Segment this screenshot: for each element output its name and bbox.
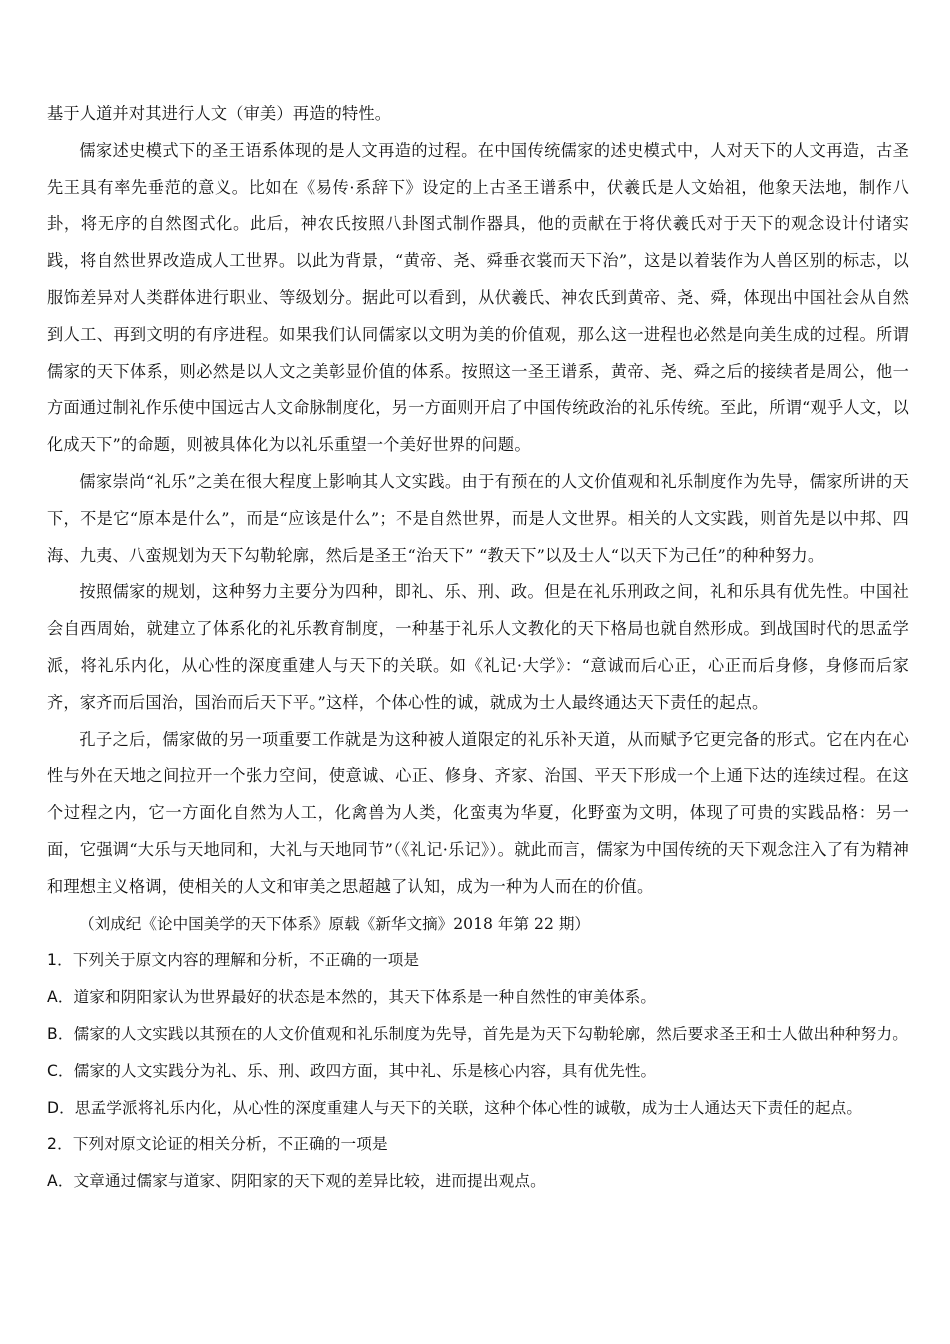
article-paragraph: 按照儒家的规划，这种努力主要分为四种，即礼、乐、刑、政。但是在礼乐刑政之间，礼和乐具有优先性。中国社会自西周始，就建立了体系化的礼乐教育制度，一种基于礼乐人文教化的天下格局也就自然形成。到战国时代的思孟学派，将礼乐内化，从心性的深度重建人与天下的关联。如《礼记·大学》：“意诚而后心正，心正而后身修，身修而后家齐，家齐而后国治，国治而后天下平。”这样，个体心性的诚，就成为士人最终通达天下责任的起点。 [47,582,909,712]
article-paragraph: 儒家崇尚“礼乐”之美在很大程度上影响其人文实践。由于有预在的人文价值观和礼乐制度作为先导，儒家所讲的天下，不是它“原本是什么”，而是“应该是什么”；不是自然世界，而是人文世界。相关的人文实践，则首先是以中邦、四海、九夷、八蛮规划为天下勾勒轮廓，然后是圣王“治天下” “教天下”以及士人“以天下为己任”的种种努力。 [47,471,909,565]
article-paragraph: 儒家述史模式下的圣王语系体现的是人文再造的过程。在中国传统儒家的述史模式中，人对天下的人文再造，古圣先王具有率先垂范的意义。比如在《易传·系辞下》设定的上古圣王谱系中，伏羲氏是人文始祖，他象天法地，制作八卦，将无序的自然图式化。此后，神农氏按照八卦图式制作器具，他的贡献在于将伏羲氏对于天下的观念设计付诸实践，将自然世界改造成人工世界。以此为背景，“黄帝、尧、舜垂衣裳而天下治”，这是以着装作为人兽区别的标志，以服饰差异对人类群体进行职业、等级划分。据此可以看到，从伏羲氏、神农氏到黄帝、尧、舜，体现出中国社会从自然到人工、再到文明的有序进程。如果我们认同儒家以文明为美的价值观，那么这一进程也必然是向美生成的过程。所谓儒家的天下体系，则必然是以人文之美彰显价值的体系。按照这一圣王谱系，黄帝、尧、舜之后的接续者是周公，他一方面通过制礼作乐使中国远古人文命脉制度化，另一方面则开启了中国传统政治的礼乐传统。至此，所谓“观乎人文，以化成天下”的命题，则被具体化为以礼乐重望一个美好世界的问题。 [47,140,909,455]
answer-option: A．道家和阴阳家认为世界最好的状态是本然的，其天下体系是一种自然性的审美体系。 [47,988,657,1007]
article-paragraph-continuation: 基于人道并对其进行人文（审美）再造的特性。 [47,104,392,123]
article-paragraph: 孔子之后，儒家做的另一项重要工作就是为这种被人道限定的礼乐补天道，从而赋予它更完备的形式。它在内在心性与外在天地之间拉开一个张力空间，使意诚、心正、修身、齐家、治国、平天下形成一个上通下达的连续过程。在这个过程之内，它一方面化自然为人工，化禽兽为人类，化蛮夷为华夏，化野蛮为文明，体现了可贵的实践品格：另一面，它强调“大乐与天地同和，大礼与天地同节”（《礼记·乐记》）。就此而言，儒家为中国传统的天下观念注入了有为精神和理想主义格调，使相关的人文和审美之思超越了认知，成为一种为人而在的价值。 [47,729,909,896]
answer-option: A．文章通过儒家与道家、阴阳家的天下观的差异比较，进而提出观点。 [47,1172,546,1191]
answer-option: B．儒家的人文实践以其预在的人文价值观和礼乐制度为先导，首先是为天下勾勒轮廓，然后要求圣王和士人做出种种努力。 [47,1024,909,1043]
question-stem: 2．下列对原文论证的相关分析，不正确的一项是 [47,1135,388,1154]
answer-option: D．思孟学派将礼乐内化，从心性的深度重建人与天下的关联，这种个体心性的诚敬，成为士人通达天下责任的起点。 [47,1098,863,1117]
document-body [47,96,909,1200]
answer-option: C．儒家的人文实践分为礼、乐、刑、政四方面，其中礼、乐是核心内容，具有优先性。 [47,1061,657,1080]
article-source: （刘成纪《论中国美学的天下体系》原载《新华文摘》2018 年第 22 期） [79,914,591,933]
question-stem: 1．下列关于原文内容的理解和分析，不正确的一项是 [47,951,420,970]
